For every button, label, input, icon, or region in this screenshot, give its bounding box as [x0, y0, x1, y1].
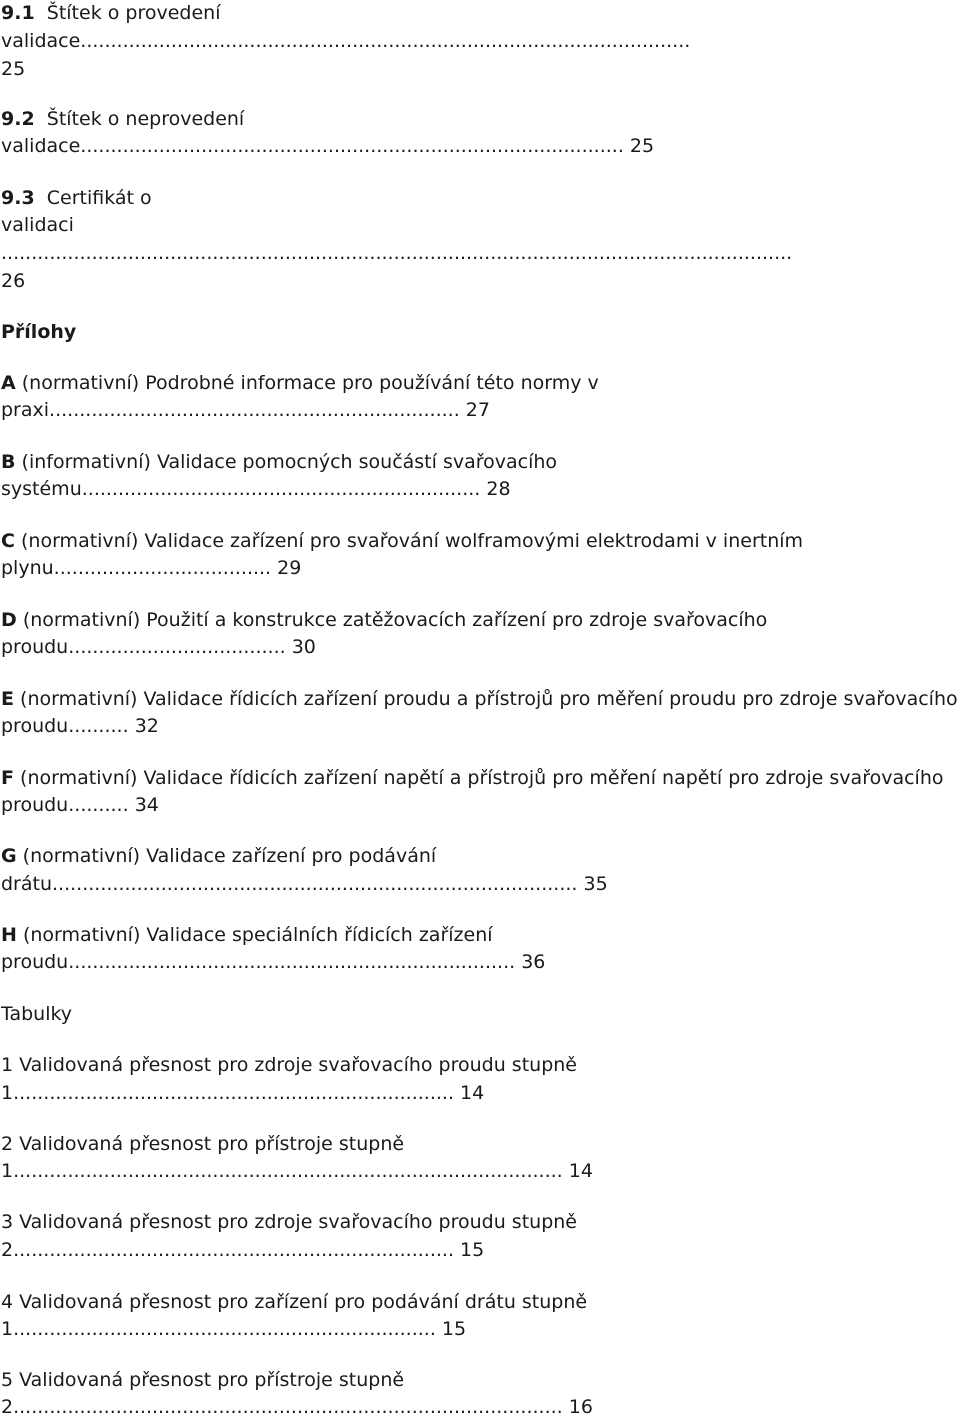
toc-entry-9-3-page-line: [1, 268, 25, 294]
dot-leaders: .........................................................................: [13, 1239, 454, 1261]
table-5-title-line: [1, 1367, 404, 1393]
annex-lead: proudu: [1, 715, 69, 737]
page-number: 28: [486, 478, 511, 500]
page-number: 16: [568, 1396, 593, 1418]
dot-leaders: ..........................................................................: [68, 951, 516, 973]
table-lead: 1: [1, 1082, 14, 1104]
dot-leaders: ..........................................................................................: [80, 135, 624, 157]
annex-c-title-line: [1, 528, 803, 554]
page-number: 36: [521, 951, 546, 973]
section-title: Certifikát o: [46, 187, 152, 209]
annex-letter: E: [1, 688, 14, 710]
table-2-title-line: [1, 1131, 404, 1157]
table-lead: 2: [1, 1396, 14, 1418]
section-number: 9.2: [1, 108, 35, 130]
annex-h-leader-line: [1, 949, 545, 975]
annex-lead: proudu: [1, 794, 69, 816]
annex-a-title-line: [1, 370, 599, 396]
annex-b-leader-line: [1, 476, 511, 502]
toc-entry-9-1-title-line: [1, 0, 220, 26]
annex-title: (normativní) Validace zařízení pro podávání: [22, 845, 437, 867]
annex-c-leader-line: [1, 555, 301, 581]
dot-leaders: .......................................................................................: [52, 873, 578, 895]
section-number: 9.3: [1, 187, 35, 209]
page-number: 15: [441, 1318, 467, 1340]
table-title: 2 Validovaná přesnost pro přístroje stupně: [1, 1133, 405, 1155]
annex-g-title-line: [1, 843, 436, 869]
toc-entry-9-2-title-line: [1, 106, 244, 132]
dot-leaders: ..........: [68, 715, 129, 737]
table-title: 3 Validovaná přesnost pro zdroje svařovacího proudu stupně: [1, 1211, 577, 1233]
annex-title: (normativní) Validace speciálních řídicích zařízení: [22, 924, 493, 946]
annex-letter: A: [1, 372, 16, 394]
annex-title: (normativní) Podrobné informace pro používání této normy v: [21, 372, 599, 394]
table-5-leader-line: [1, 1394, 593, 1420]
section-lead: validace: [1, 30, 81, 52]
section-number: 9.1: [1, 2, 35, 24]
annex-letter: B: [1, 451, 16, 473]
annex-lead: drátu: [1, 873, 53, 895]
annex-title: (normativní) Validace řídicích zařízení proudu a přístrojů pro měření proudu pro zdroje svařovacího: [20, 688, 958, 710]
section-lead: validaci: [1, 214, 74, 236]
page-number: 14: [568, 1160, 593, 1182]
table-3-title-line: [1, 1209, 577, 1235]
annex-d-leader-line: [1, 634, 316, 660]
dot-leaders: ..........: [68, 794, 129, 816]
annex-letter: H: [1, 924, 17, 946]
annex-lead: proudu: [1, 636, 69, 658]
annex-letter: F: [1, 767, 14, 789]
annex-f-leader-line: [1, 792, 159, 818]
dot-leaders: ....................................................................: [49, 399, 460, 421]
annex-b-title-line: [1, 449, 557, 475]
annex-h-title-line: [1, 922, 493, 948]
annex-title: (normativní) Použití a konstrukce zatěžovacích zařízení pro zdroje svařovacího: [22, 609, 768, 631]
page-number: 14: [460, 1082, 485, 1104]
table-lead: 2: [1, 1239, 14, 1261]
dot-leaders: ..................................................................: [81, 478, 481, 500]
table-1-title-line: [1, 1052, 577, 1078]
table-4-leader-line: [1, 1316, 466, 1342]
table-title: 4 Validovaná přesnost pro zařízení pro podávání drátu stupně: [1, 1291, 588, 1313]
annex-title: (informativní) Validace pomocných součástí svařovacího: [21, 451, 558, 473]
annex-f-title-line: [1, 765, 944, 791]
section-lead: validace: [1, 135, 81, 157]
table-4-title-line: [1, 1289, 587, 1315]
toc-entry-9-1-leader-line: [1, 28, 690, 54]
dot-leaders: ....................................: [68, 636, 286, 658]
table-title: 5 Validovaná přesnost pro přístroje stupně: [1, 1369, 405, 1391]
annex-e-leader-line: [1, 713, 159, 739]
annex-letter: G: [1, 845, 17, 867]
page-number: 27: [465, 399, 490, 421]
annex-lead: praxi: [1, 399, 50, 421]
annex-e-title-line: [1, 686, 958, 712]
page-number: 26: [1, 270, 26, 292]
annex-lead: proudu: [1, 951, 69, 973]
toc-entry-9-3-leader-line: [1, 240, 792, 266]
page-number: 32: [134, 715, 159, 737]
dot-leaders: ...................................................................................................................................: [1, 242, 793, 264]
annex-d-title-line: [1, 607, 767, 633]
page-number: 35: [583, 873, 608, 895]
section-title: Štítek o provedení: [46, 2, 221, 24]
annex-a-leader-line: [1, 397, 490, 423]
page-number: 25: [1, 58, 26, 80]
table-2-leader-line: [1, 1158, 593, 1184]
table-lead: 1: [1, 1318, 14, 1340]
page-number: 15: [460, 1239, 485, 1261]
dot-leaders: ......................................................................: [13, 1318, 436, 1340]
table-3-leader-line: [1, 1237, 484, 1263]
toc-entry-9-1-page-line: [1, 56, 25, 82]
annex-title: (normativní) Validace zařízení pro svařování wolframovými elektrodami v inertním: [21, 530, 804, 552]
dot-leaders: ....................................: [53, 557, 272, 579]
table-lead: 1: [1, 1160, 14, 1182]
page-number: 25: [629, 135, 655, 157]
toc-entry-9-3-title-line: [1, 185, 152, 211]
tables-heading: Tabulky: [1, 1003, 73, 1025]
table-1-leader-line: [1, 1080, 484, 1106]
annex-letter: D: [1, 609, 17, 631]
page-number: 34: [134, 794, 159, 816]
section-title: Štítek o neprovedení: [46, 108, 245, 130]
dot-leaders: .........................................................................: [13, 1082, 454, 1104]
dot-leaders: ...........................................................................................: [13, 1396, 563, 1418]
page-number: 30: [291, 636, 316, 658]
toc-entry-9-3-lead-line: [1, 212, 74, 238]
table-title: 1 Validovaná přesnost pro zdroje svařovacího proudu stupně: [1, 1054, 577, 1076]
annex-title: (normativní) Validace řídicích zařízení napětí a přístrojů pro měření napětí pro zdroje svařovacího: [20, 767, 944, 789]
annexes-heading: Přílohy: [1, 321, 77, 343]
toc-entry-9-2-leader-line: [1, 133, 654, 159]
annex-lead: systému: [1, 478, 82, 500]
annex-g-leader-line: [1, 871, 608, 897]
dot-leaders: ...........................................................................................: [13, 1160, 563, 1182]
annex-lead: plynu: [1, 557, 54, 579]
dot-leaders: .....................................................................................................: [80, 30, 691, 52]
page-number: 29: [277, 557, 302, 579]
annex-letter: C: [1, 530, 15, 552]
